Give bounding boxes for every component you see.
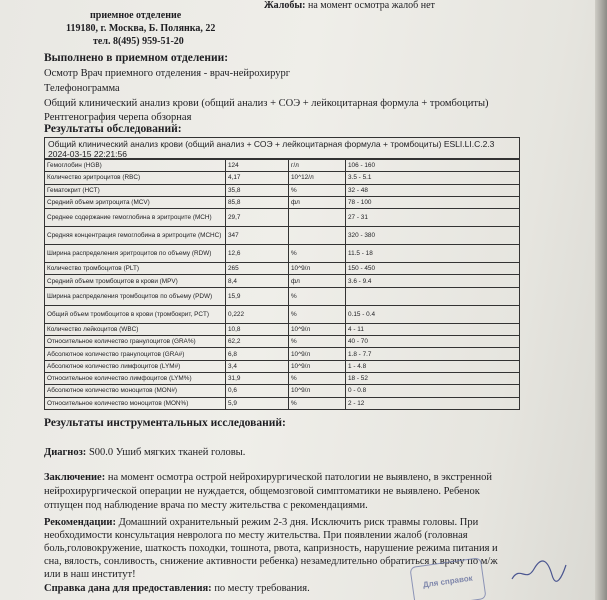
cell-name: Количество эритроцитов (RBC) (45, 172, 226, 184)
recommendations-label: Рекомендации: (44, 517, 116, 528)
cell-value: 0,222 (226, 305, 289, 323)
table-row (45, 323, 520, 335)
cell-ref: 40 - 70 (346, 336, 520, 348)
table-row (45, 305, 520, 323)
cell-value: 29,7 (226, 209, 289, 227)
cell-ref: 27 - 31 (346, 209, 520, 227)
table-row (45, 184, 520, 196)
cell-name: Ширина распределения эритроцитов по объему (RDW) (45, 245, 226, 263)
cell-ref: 18 - 52 (346, 372, 520, 384)
done-item: Телефонограмма (44, 83, 120, 94)
cell-ref: 150 - 450 (346, 263, 520, 275)
cell-value: 12,6 (226, 245, 289, 263)
cell-unit (289, 209, 346, 227)
conclusion-line (44, 472, 492, 483)
table-row (45, 287, 520, 305)
done-title: Выполнено в приемном отделении: (44, 52, 229, 64)
table-row (45, 348, 520, 360)
cell-name: Средняя концентрация гемоглобина в эритроците (MCHC) (45, 227, 226, 245)
cell-name: Относительное количество моноцитов (MON%) (45, 397, 226, 409)
cell-unit: 10^12/л (289, 172, 346, 184)
cell-name: Среднее содержание гемоглобина в эритроците (MCH) (45, 209, 226, 227)
table-row (45, 275, 520, 287)
cell-value: 62,2 (226, 336, 289, 348)
cell-ref (346, 287, 520, 305)
cell-name: Гематокрит (HCT) (45, 184, 226, 196)
cell-ref: 1 - 4.8 (346, 360, 520, 372)
cell-name: Ширина распределения тромбоцитов по объему (PDW) (45, 287, 226, 305)
cell-ref: 1.8 - 7.7 (346, 348, 520, 360)
results-table (44, 159, 520, 410)
diagnosis (44, 447, 245, 458)
cell-name: Общий объем тромбоцитов в крови (тромбокрит, PCT) (45, 305, 226, 323)
table-row (45, 227, 520, 245)
complaints-label: Жалобы: (264, 0, 306, 11)
conclusion-line: нейрохирургической операции не нуждается, общемозговой симптоматики не выявлено. Ребенок (44, 486, 480, 497)
table-row (45, 196, 520, 208)
cell-ref: 32 - 48 (346, 184, 520, 196)
diagnosis-text: S00.0 Ушиб мягких тканей головы. (88, 447, 246, 458)
cell-value: 265 (226, 263, 289, 275)
table-date: 2024-03-15 22:21:56 (48, 149, 127, 159)
certificate-text: по месту требования. (214, 583, 310, 594)
table-row (45, 360, 520, 372)
conclusion-text: на момент осмотра острой нейрохирургической патологии не выявлено, в экстренной (107, 472, 492, 483)
cell-name: Средний объем тромбоцитов в крови (MPV) (45, 275, 226, 287)
recommendation-line: или в наш институт! (44, 569, 136, 580)
cell-ref: 3.6 - 9.4 (346, 275, 520, 287)
cell-value: 85,8 (226, 196, 289, 208)
cell-value: 4,17 (226, 172, 289, 184)
cell-value: 347 (226, 227, 289, 245)
complaints-text: на момент осмотра жалоб нет (307, 0, 435, 11)
cell-value: 0,6 (226, 385, 289, 397)
dept-phone: тел. 8(495) 959-51-20 (93, 36, 184, 47)
cell-value: 15,9 (226, 287, 289, 305)
instrumental-title: Результаты инструментальных исследований: (44, 417, 286, 429)
cell-ref: 4 - 11 (346, 323, 520, 335)
cell-unit: % (289, 245, 346, 263)
table-title: Общий клинический анализ крови (общий анализ + СОЭ + лейкоцитарная формула + тромбоциты) ESLI.LI.C.2.3 (48, 139, 495, 149)
recommendations-text: Домашний охранительный режим 2-3 дня. Исключить риск травмы головы. При (118, 517, 479, 528)
cell-unit: % (289, 184, 346, 196)
recommendation-line: необходимости консультация невролога по месту жительства. При появлении жалоб (головная (44, 530, 468, 541)
table-row (45, 172, 520, 184)
table-row (45, 263, 520, 275)
signature (508, 557, 568, 587)
cell-name: Абсолютное количество лимфоцитов (LYM#) (45, 360, 226, 372)
complaints (264, 0, 435, 11)
conclusion-label: Заключение: (44, 472, 106, 483)
cell-unit: 10^9/л (289, 360, 346, 372)
cell-unit: % (289, 305, 346, 323)
cell-ref: 78 - 100 (346, 196, 520, 208)
dept-name: приемное отделение (90, 10, 182, 21)
cell-ref: 3.5 - 5.1 (346, 172, 520, 184)
recommendation-line (44, 517, 478, 528)
results-title: Результаты обследований: (44, 123, 182, 135)
cell-unit: г/л (289, 160, 346, 172)
dept-address: 119180, г. Москва, Б. Полянка, 22 (66, 23, 216, 34)
recommendation-line: сна, вялость, сонливость, снижение активности ребенка) незамедлительно обратиться к врачу по м/ж (44, 556, 498, 567)
certificate (44, 583, 310, 594)
cell-name: Абсолютное количество моноцитов (MON#) (45, 385, 226, 397)
table-row (45, 336, 520, 348)
cell-value: 35,8 (226, 184, 289, 196)
cell-unit: 10^9/л (289, 263, 346, 275)
cell-name: Относительное количество гранулоцитов (GRA%) (45, 336, 226, 348)
cell-value: 6,8 (226, 348, 289, 360)
cell-name: Средний объем эритроцита (MCV) (45, 196, 226, 208)
table-row (45, 397, 520, 409)
cell-name: Количество лейкоцитов (WBC) (45, 323, 226, 335)
cell-value: 31,9 (226, 372, 289, 384)
cell-name: Относительное количество лимфоцитов (LYM%) (45, 372, 226, 384)
cell-unit: % (289, 287, 346, 305)
cell-value: 124 (226, 160, 289, 172)
table-row (45, 372, 520, 384)
cell-unit: % (289, 336, 346, 348)
cell-value: 3,4 (226, 360, 289, 372)
cell-ref: 0.15 - 0.4 (346, 305, 520, 323)
table-row (45, 209, 520, 227)
cell-value: 5,9 (226, 397, 289, 409)
table-row (45, 245, 520, 263)
page-edge (595, 0, 607, 600)
cell-unit: % (289, 397, 346, 409)
done-item: Общий клинический анализ крови (общий анализ + СОЭ + лейкоцитарная формула + тромбоциты) (44, 98, 489, 109)
certificate-label: Справка дана для предоставления: (44, 583, 212, 594)
cell-unit (289, 227, 346, 245)
cell-ref: 11.5 - 18 (346, 245, 520, 263)
conclusion-line: отпущен под наблюдение врача по месту жительства с рекомендациями. (44, 500, 368, 511)
cell-ref: 106 - 160 (346, 160, 520, 172)
done-item: Осмотр Врач приемного отделения - врач-нейрохирург (44, 68, 291, 79)
cell-unit: 10^9/л (289, 323, 346, 335)
diagnosis-label: Диагноз: (44, 447, 87, 458)
table-header (44, 137, 520, 159)
table-row (45, 160, 520, 172)
cell-ref: 2 - 12 (346, 397, 520, 409)
cell-unit: 10^9/л (289, 385, 346, 397)
cell-ref: 320 - 380 (346, 227, 520, 245)
cell-unit: фл (289, 275, 346, 287)
cell-value: 8,4 (226, 275, 289, 287)
cell-ref: 0 - 0.8 (346, 385, 520, 397)
cell-unit: % (289, 372, 346, 384)
cell-unit: 10^9/л (289, 348, 346, 360)
cell-unit: фл (289, 196, 346, 208)
cell-name: Абсолютное количество гранулоцитов (GRA#) (45, 348, 226, 360)
cell-value: 10,8 (226, 323, 289, 335)
done-item: Рентгенография черепа обзорная (44, 112, 192, 123)
cell-name: Гемоглобин (HGB) (45, 160, 226, 172)
cell-name: Количество тромбоцитов (PLT) (45, 263, 226, 275)
recommendation-line: боль,головокружение, шаткость походки, тошнота, рвота, капризность, нарушение режима питания и (44, 543, 498, 554)
stamp-text: Для справок (422, 573, 474, 590)
table-row (45, 385, 520, 397)
